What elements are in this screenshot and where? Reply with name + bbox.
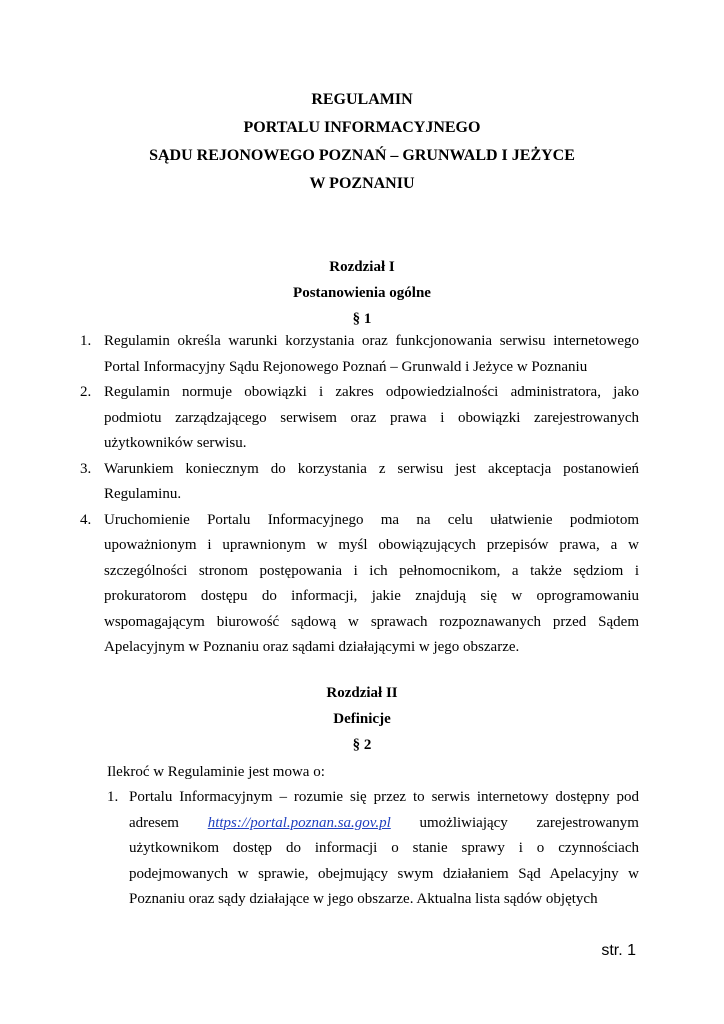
chapter-2-intro: Ilekroć w Regulaminie jest mowa o:: [107, 764, 325, 780]
portal-link[interactable]: https://portal.poznan.sa.gov.pl: [207, 814, 391, 831]
list-item: [80, 508, 639, 661]
page-number: str. 1: [601, 942, 636, 959]
chapter-1-paragraph-mark: § 1: [352, 311, 372, 327]
title-line-2: PORTALU INFORMACYJNEGO: [243, 119, 481, 136]
chapter-2-header: [0, 680, 724, 758]
chapter-1-list: [80, 329, 639, 661]
list-item-number: 2.: [80, 384, 92, 400]
title-line-3: SĄDU REJONOWEGO POZNAŃ – GRUNWALD I JEŻYCE: [149, 147, 575, 164]
title-line-1: REGULAMIN: [311, 91, 413, 108]
chapter-1-header: [0, 254, 724, 332]
list-item-text: Uruchomienie Portalu Informacyjnego ma na celu ułatwienie podmiotom upoważnionym i uprawnionym w myśl obowiązujących przepisów prawa, a w szczególności stronom postępowania i ich pełnomocnikom, a także sędziom i prokuratorom dostępu do informacji, jakie znajdują się w oprogramowaniu wspomagającym biurowość sądową w sprawach rozpoznawanych przed Sądem Apelacyjnym w Poznaniu oraz sądami działającymi w jego obszarze.: [104, 511, 639, 655]
title-line-4: W POZNANIU: [309, 175, 415, 192]
list-item-number: 1.: [80, 333, 92, 349]
chapter-1-subheading: Postanowienia ogólne: [293, 285, 431, 301]
list-item-text: Warunkiem koniecznym do korzystania z serwisu jest akceptacja postanowień Regulaminu.: [104, 460, 639, 502]
chapter-2-paragraph-mark: § 2: [352, 737, 372, 753]
list-item-text: Regulamin określa warunki korzystania oraz funkcjonowania serwisu internetowego Portal Informacyjny Sądu Rejonowego Poznań – Grunwald i Jeżyce w Poznaniu: [104, 333, 639, 375]
list-item-text: Regulamin normuje obowiązki i zakres odpowiedzialności administratora, jako podmiotu zarządzającego serwisem oraz prawa i obowiązki zarejestrowanych użytkowników serwisu.: [104, 384, 639, 451]
list-item-number: 3.: [80, 460, 92, 477]
list-item-text-before-link: Portalu Informacyjnym – rozumie się przez to serwis internetowy dostępny pod adresem: [129, 789, 639, 831]
chapter-2-subheading: Definicje: [333, 711, 391, 727]
list-item: [80, 457, 639, 508]
list-item: [107, 785, 639, 913]
chapter-2-list: [107, 785, 639, 913]
list-item: [80, 329, 639, 380]
list-item: [80, 380, 639, 457]
list-item-text-after-link: umożliwiający zarejestrowanym użytkownikom dostęp do informacji o stanie sprawy i o czynnościach podejmowanych w sprawie, obejmujący swym działaniem Sąd Apelacyjny w Poznaniu oraz sądy działające w jego obszarze. Aktualna lista sądów objętych: [129, 814, 639, 907]
document-title: [0, 86, 724, 198]
list-item-number: 1.: [107, 789, 119, 805]
chapter-2-heading: Rozdział II: [326, 685, 398, 701]
chapter-1-heading: Rozdział I: [329, 259, 395, 275]
list-item-number: 4.: [80, 511, 92, 528]
